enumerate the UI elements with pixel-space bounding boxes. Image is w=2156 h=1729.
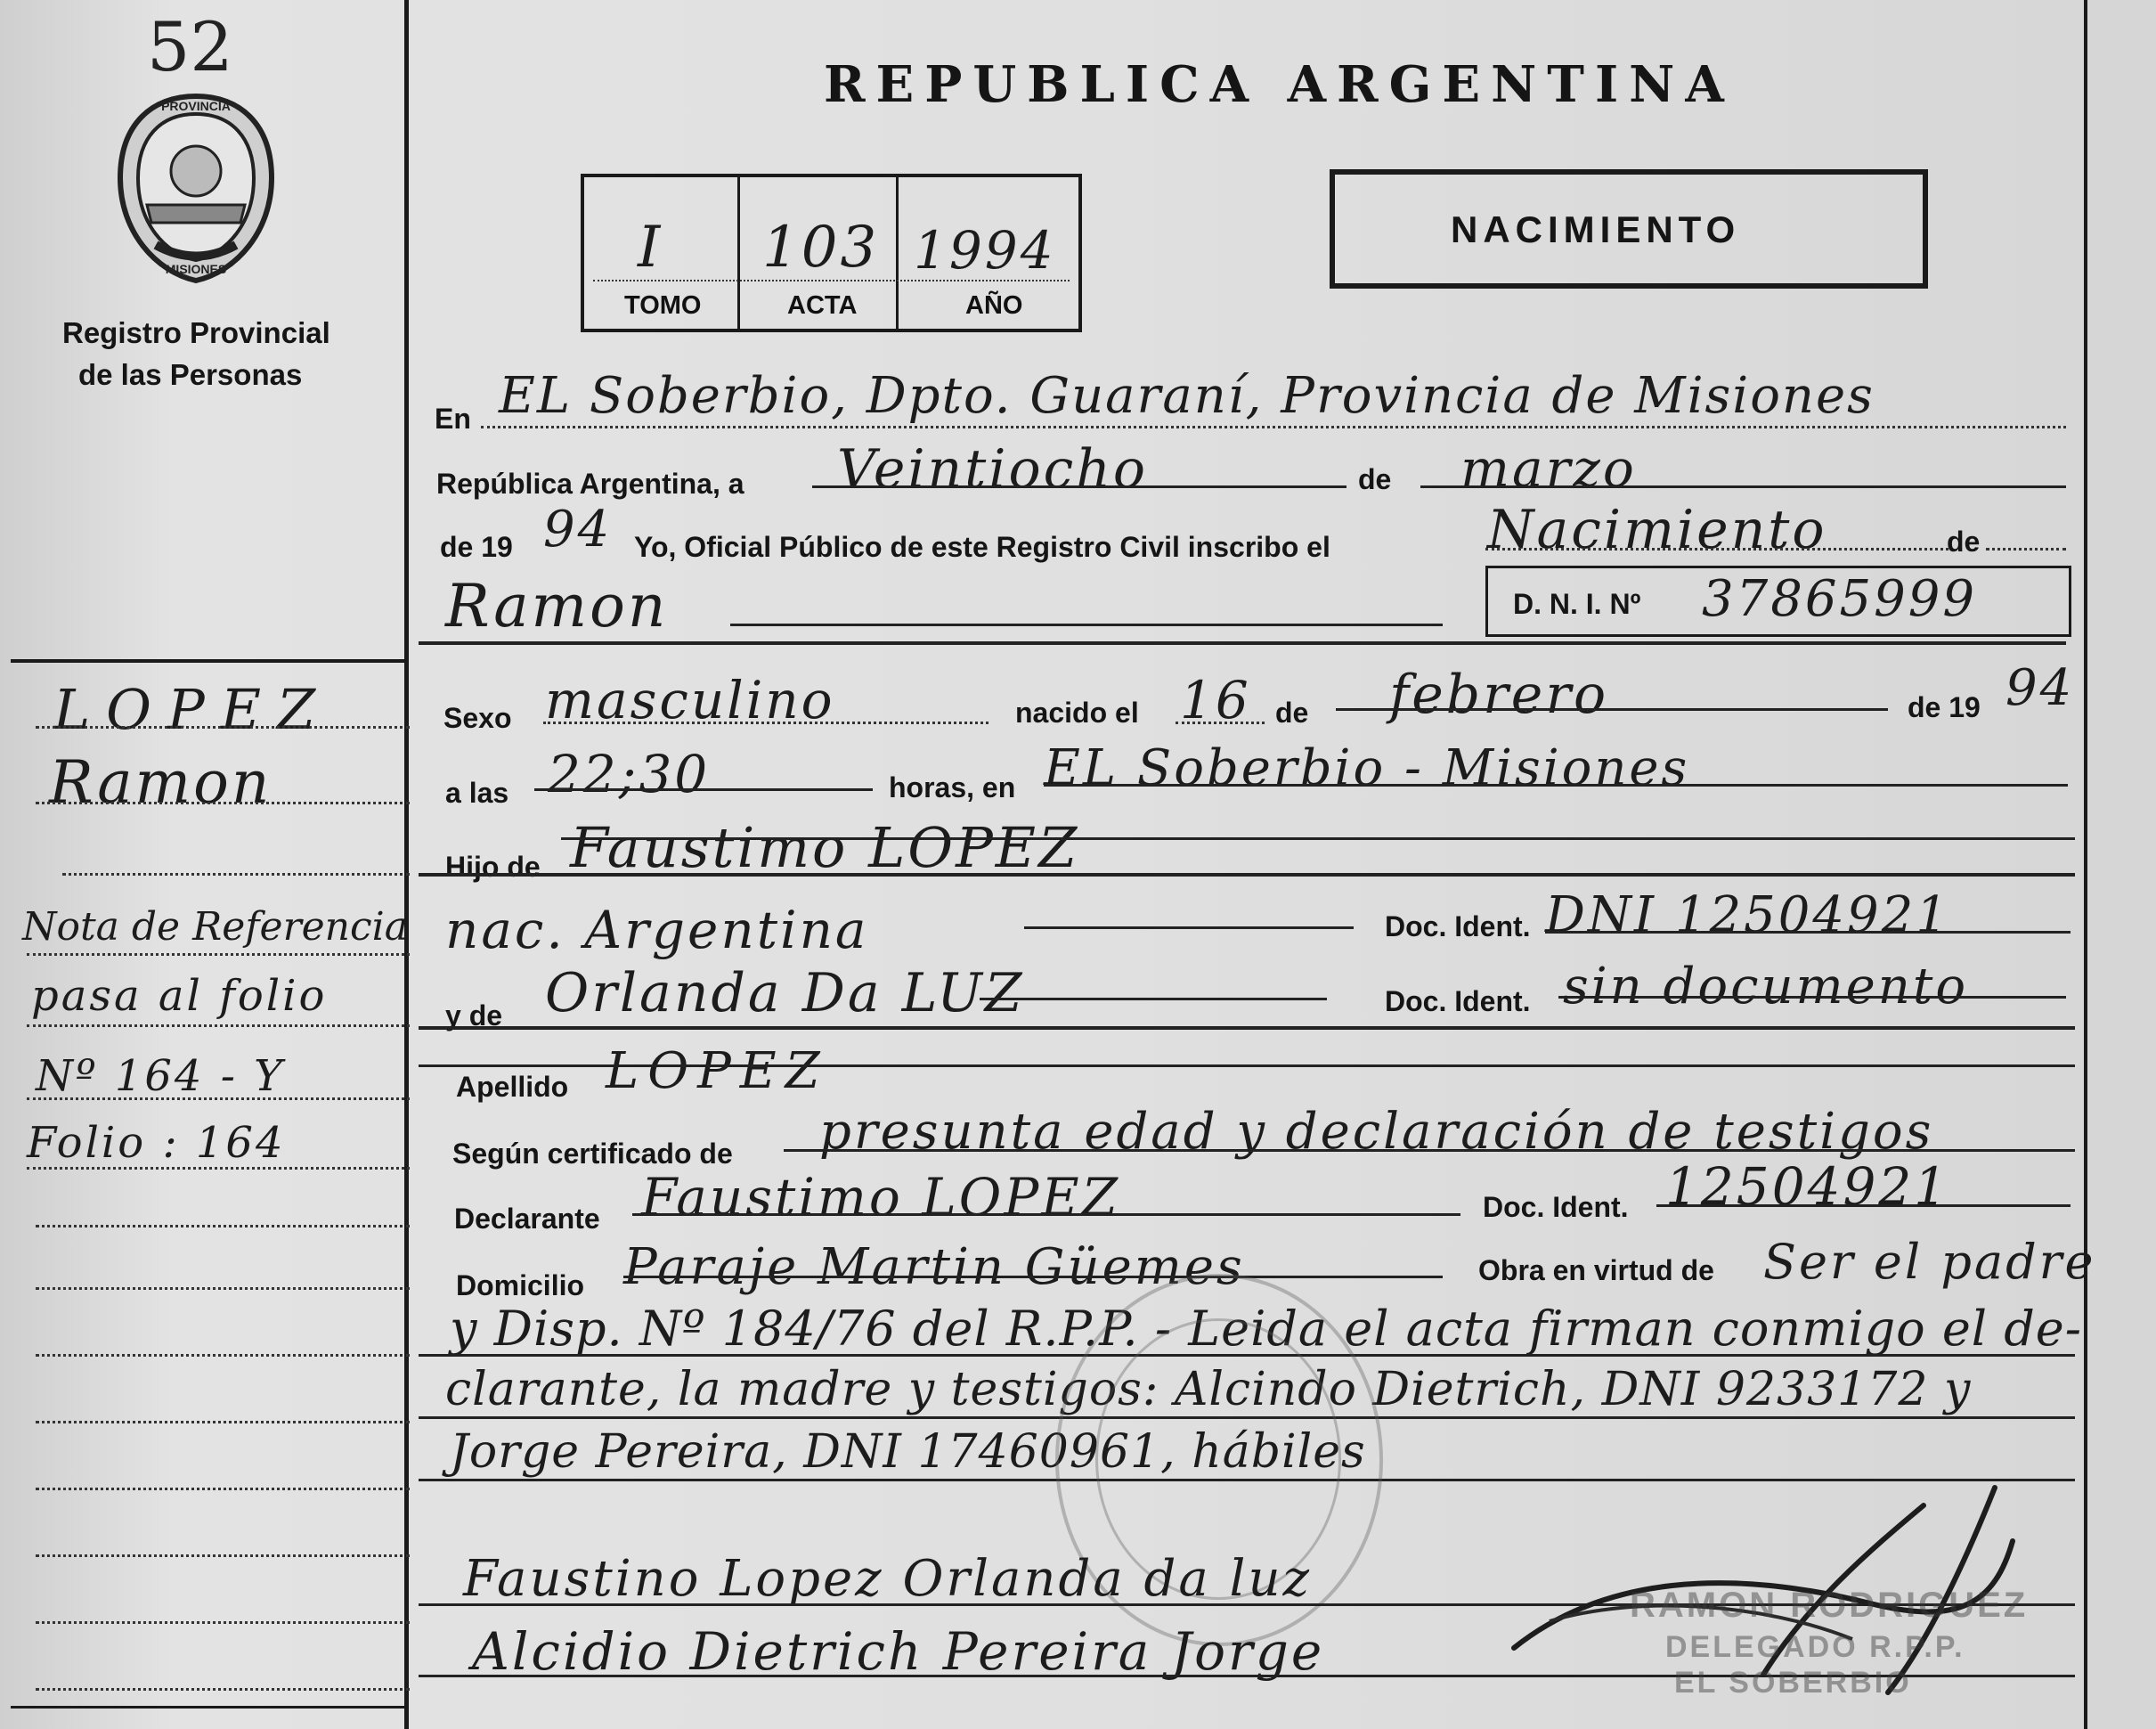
value-day-words: Veintiocho xyxy=(837,438,1148,501)
page-number: 52 xyxy=(147,7,233,86)
signatures-line-1: Faustino Lopez Orlanda da luz xyxy=(463,1550,1313,1608)
label-doc-ident-1: Doc. Ident. xyxy=(1385,910,1531,942)
label-doc-ident-2: Doc. Ident. xyxy=(1385,985,1531,1017)
label-sexo: Sexo xyxy=(443,702,512,734)
left-frame-line xyxy=(404,0,409,1729)
label-dni: D. N. I. Nº xyxy=(1513,588,1641,620)
label-segun-certificado: Según certificado de xyxy=(452,1138,733,1170)
label-hijo-de: Hijo de xyxy=(445,851,541,883)
value-sex: masculino xyxy=(545,670,835,730)
margin-note-line-2: pasa al folio xyxy=(31,971,328,1021)
official-stamp-line-3: EL SOBERBIO xyxy=(1674,1666,1912,1700)
margin-note-line-3: Nº 164 - Y xyxy=(36,1051,285,1101)
record-number-box xyxy=(581,174,1082,332)
svg-text:MISIONES: MISIONES xyxy=(165,262,227,276)
label-de-3: de xyxy=(1275,697,1309,729)
registry-title-line1: Registro Provincial xyxy=(62,316,330,349)
value-remarks-line-2: clarante, la madre y testigos: Alcindo Dietrich, DNI 9233172 y xyxy=(445,1363,1972,1416)
record-type-box xyxy=(1330,169,1928,289)
value-remarks-line-1: y Disp. Nº 184/76 del R.P.P. - Leida el acta firman conmigo el de- xyxy=(450,1301,2082,1357)
label-de-19: de 19 xyxy=(440,531,513,563)
label-de-2: de xyxy=(1947,526,1981,558)
value-birth-month: febrero xyxy=(1389,664,1609,726)
tomo-value: I xyxy=(638,215,663,281)
registry-title-line2: de las Personas xyxy=(78,358,303,391)
margin-divider xyxy=(11,659,404,663)
value-birth-year: 94 xyxy=(2005,659,2075,717)
value-act-type: Nacimiento xyxy=(1487,499,1827,561)
ano-value: 1994 xyxy=(914,220,1056,281)
value-declarant-doc: 12504921 xyxy=(1665,1156,1950,1217)
value-obra: Ser el padre xyxy=(1763,1234,2096,1290)
value-father-nationality: nac. Argentina xyxy=(445,900,869,960)
label-apellido: Apellido xyxy=(456,1071,569,1103)
value-birth-place: EL Soberbio - Misiones xyxy=(1044,739,1690,797)
label-en: En xyxy=(435,403,471,435)
province-seal-icon xyxy=(107,89,285,290)
official-stamp-line-2: DELEGADO R.P.P. xyxy=(1665,1630,1965,1664)
label-y-de: y de xyxy=(445,999,503,1032)
label-de-1: de xyxy=(1358,463,1392,495)
value-declarant: Faustimo LOPEZ xyxy=(641,1167,1120,1227)
right-frame-line xyxy=(2084,0,2087,1729)
svg-text:PROVINCIA: PROVINCIA xyxy=(161,99,231,113)
acta-label: ACTA xyxy=(787,291,858,320)
value-birth-day: 16 xyxy=(1180,670,1251,730)
label-obra-en-virtud: Obra en virtud de xyxy=(1478,1254,1714,1286)
value-child-dni: 37865999 xyxy=(1702,570,1978,628)
acta-value: 103 xyxy=(762,215,880,281)
value-place: EL Soberbio, Dpto. Guaraní, Provincia de Misiones xyxy=(499,367,1875,425)
value-domicile: Paraje Martin Güemes xyxy=(623,1238,1245,1296)
signatures-line-2: Alcidio Dietrich Pereira Jorge xyxy=(472,1621,1325,1682)
margin-note-line-1: Nota de Referencia xyxy=(22,904,408,950)
value-mother: Orlanda Da LUZ xyxy=(545,962,1025,1024)
label-a-las: a las xyxy=(445,777,509,809)
document-title: REPUBLICA ARGENTINA xyxy=(824,55,1735,114)
ano-label: AÑO xyxy=(965,291,1023,320)
margin-note-line-4: Folio : 164 xyxy=(27,1118,286,1168)
value-remarks-line-3: Jorge Pereira, DNI 17460961, hábiles xyxy=(450,1425,1366,1479)
value-month-registered: marzo xyxy=(1460,438,1637,499)
value-mother-doc: sin documento xyxy=(1563,958,1969,1015)
official-stamp-line-1: RAMON RODRIGUEZ xyxy=(1630,1586,2029,1625)
value-surname: LOPEZ xyxy=(606,1042,829,1100)
value-child-name: Ramon xyxy=(445,572,669,640)
value-father-doc: DNI 12504921 xyxy=(1545,886,1950,944)
value-certificate: presunta edad y declaración de testigos xyxy=(819,1103,1934,1161)
label-nacido: nacido el xyxy=(1015,697,1139,729)
value-year-registered: 94 xyxy=(543,501,613,559)
margin-name: Ramon xyxy=(49,748,273,817)
dni-box xyxy=(1485,566,2071,637)
margin-surname: LOPEZ xyxy=(53,677,332,742)
label-republica: República Argentina, a xyxy=(436,468,744,500)
label-declarante: Declarante xyxy=(454,1203,600,1235)
label-de-19-b: de 19 xyxy=(1908,691,1981,723)
label-horas: horas, en xyxy=(889,771,1016,803)
value-birth-time: 22;30 xyxy=(548,744,711,804)
tomo-label: TOMO xyxy=(624,291,702,320)
label-oficial: Yo, Oficial Público de este Registro Civil inscribo el xyxy=(634,531,1330,563)
value-father: Faustimo LOPEZ xyxy=(570,815,1080,880)
bottom-margin-line xyxy=(11,1706,404,1709)
label-doc-ident-3: Doc. Ident. xyxy=(1483,1191,1629,1223)
record-type-label: NACIMIENTO xyxy=(1451,208,1741,250)
label-domicilio: Domicilio xyxy=(456,1269,585,1301)
